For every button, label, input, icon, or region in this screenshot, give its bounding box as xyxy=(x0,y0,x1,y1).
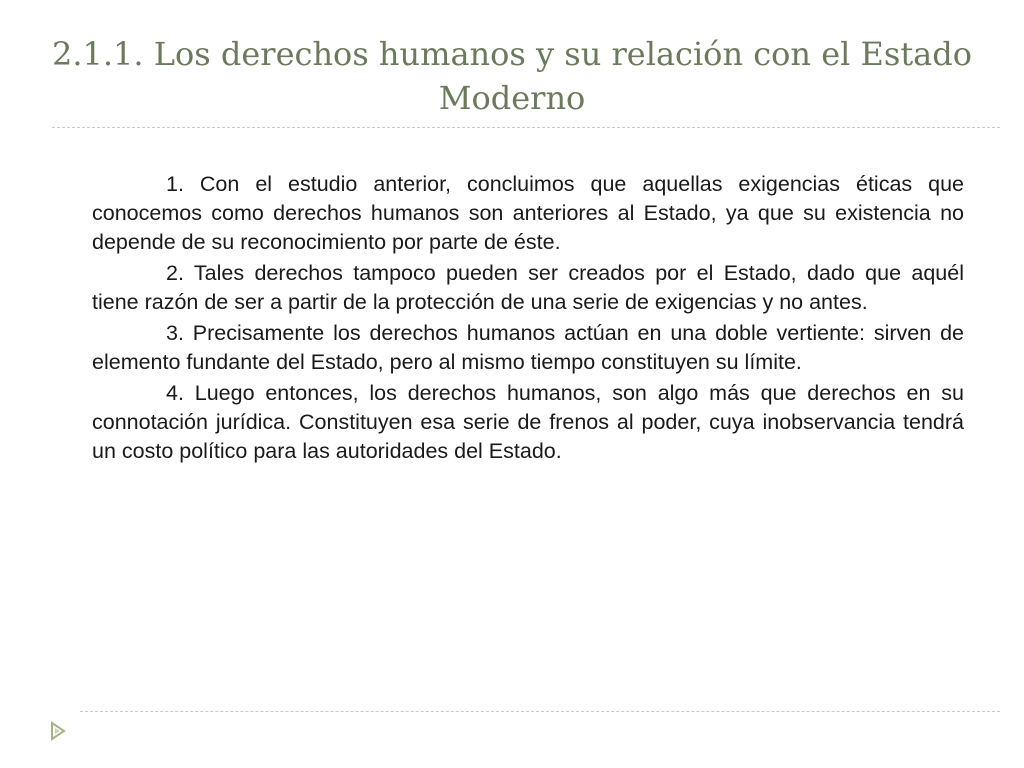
footer-divider xyxy=(80,711,1000,712)
paragraph-4: 4. Luego entonces, los derechos humanos, son algo más que derechos en su connotación jurídica. Constituyen esa serie de frenos al poder, cuya inobservancia tendrá un costo político para las autoridades del Estado. xyxy=(92,381,964,463)
triangle-right-icon xyxy=(50,721,66,741)
title-divider xyxy=(52,127,1000,128)
paragraph-2: 2. Tales derechos tampoco pueden ser creados por el Estado, dado que aquél tiene razón de ser a partir de la protección de una serie de exigencias y no antes. xyxy=(92,261,964,314)
slide-title: 2.1.1. Los derechos humanos y su relación con el Estado Moderno xyxy=(51,35,972,117)
paragraph-3: 3. Precisamente los derechos humanos actúan en una doble vertiente: sirven de elemento fundante del Estado, pero al mismo tiempo constituyen su límite. xyxy=(92,321,964,374)
paragraph-1: 1. Con el estudio anterior, concluimos que aquellas exigencias éticas que conocemos como derechos humanos son anteriores al Estado, ya que su existencia no depende de su reconocimiento por parte de éste. xyxy=(92,172,964,254)
slide-body xyxy=(92,170,964,468)
